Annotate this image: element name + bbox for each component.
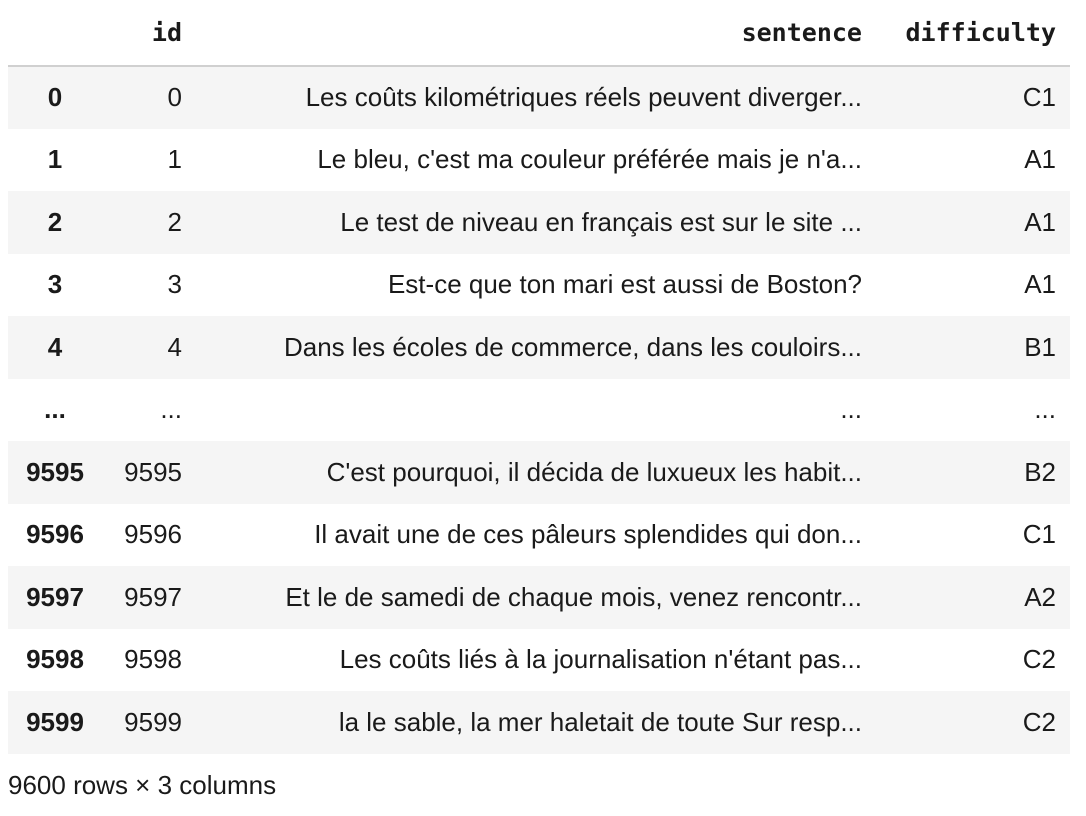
difficulty-cell: C2: [1022, 706, 1056, 737]
sentence-cell: Le bleu, c'est ma couleur préférée mais je n'a...: [317, 144, 862, 175]
sentence-cell: Il avait une de ces pâleurs splendides qui don...: [314, 519, 862, 550]
table-row: [8, 629, 1070, 692]
id-cell: 9599: [124, 706, 182, 737]
table-row: [8, 66, 1070, 129]
table-row: [8, 191, 1070, 254]
ellipsis-row: [8, 379, 1070, 442]
difficulty-cell: C2: [1022, 644, 1056, 675]
id-cell: 9598: [124, 644, 182, 675]
id-cell: 2: [167, 206, 182, 237]
row-index-cell: 9599: [26, 706, 84, 737]
difficulty-cell: C1: [1022, 82, 1056, 113]
header-row: [8, 0, 1070, 66]
row-index-cell: 9598: [26, 644, 84, 675]
sentence-cell: Les coûts liés à la journalisation n'étant pas...: [339, 644, 862, 675]
row-index-cell: 9596: [26, 519, 84, 550]
row-index-cell: 3: [47, 269, 63, 300]
difficulty-cell: B2: [1024, 456, 1056, 487]
id-cell: 9596: [124, 519, 182, 550]
table-body: [8, 66, 1070, 754]
sentence-cell: C'est pourquoi, il décida de luxueux les habit...: [326, 456, 862, 487]
sentence-cell: Et le de samedi de chaque mois, venez rencontr...: [285, 581, 862, 612]
sentence-cell: Dans les écoles de commerce, dans les couloirs...: [283, 331, 862, 362]
dataframe-shape-label: 9600 rows × 3 columns: [8, 770, 277, 800]
sentence-cell: Le test de niveau en français est sur le site ...: [340, 206, 862, 237]
dataframe-table: [8, 0, 1070, 754]
table-row: [8, 441, 1070, 504]
sentence-cell: Est-ce que ton mari est aussi de Boston?: [387, 269, 862, 300]
row-index-cell: ...: [44, 394, 66, 425]
id-cell: 3: [167, 269, 182, 300]
sentence-cell: ...: [840, 394, 862, 425]
id-cell: 9595: [124, 456, 182, 487]
id-cell: ...: [160, 394, 182, 425]
difficulty-cell: A2: [1024, 581, 1056, 612]
dataframe-output: [8, 0, 1070, 754]
table-row: [8, 691, 1070, 754]
row-index-cell: 1: [47, 144, 63, 175]
index-column-header: [8, 0, 102, 66]
id-cell: 9597: [124, 581, 182, 612]
id-cell: 0: [167, 82, 182, 113]
sentence-column-header: sentence: [196, 0, 876, 66]
table-row: [8, 129, 1070, 192]
row-index-cell: 9595: [26, 456, 84, 487]
row-index-cell: 2: [47, 206, 63, 237]
difficulty-cell: A1: [1024, 269, 1056, 300]
row-index-cell: 4: [47, 331, 63, 362]
table-row: [8, 566, 1070, 629]
table-row: [8, 254, 1070, 317]
table-row: [8, 504, 1070, 567]
id-column-header: id: [102, 0, 196, 66]
row-index-cell: 9597: [26, 581, 84, 612]
id-cell: 1: [167, 144, 182, 175]
difficulty-cell: ...: [1034, 394, 1056, 425]
sentence-cell: Les coûts kilométriques réels peuvent diverger...: [305, 82, 862, 113]
difficulty-cell: A1: [1024, 144, 1056, 175]
difficulty-cell: C1: [1022, 519, 1056, 550]
id-cell: 4: [167, 331, 182, 362]
difficulty-cell: A1: [1024, 206, 1056, 237]
difficulty-cell: B1: [1024, 331, 1056, 362]
difficulty-column-header: difficulty: [876, 0, 1070, 66]
table-row: [8, 316, 1070, 379]
row-index-cell: 0: [47, 82, 63, 113]
table-header: [8, 0, 1070, 66]
sentence-cell: la le sable, la mer haletait de toute Sur resp...: [338, 706, 862, 737]
